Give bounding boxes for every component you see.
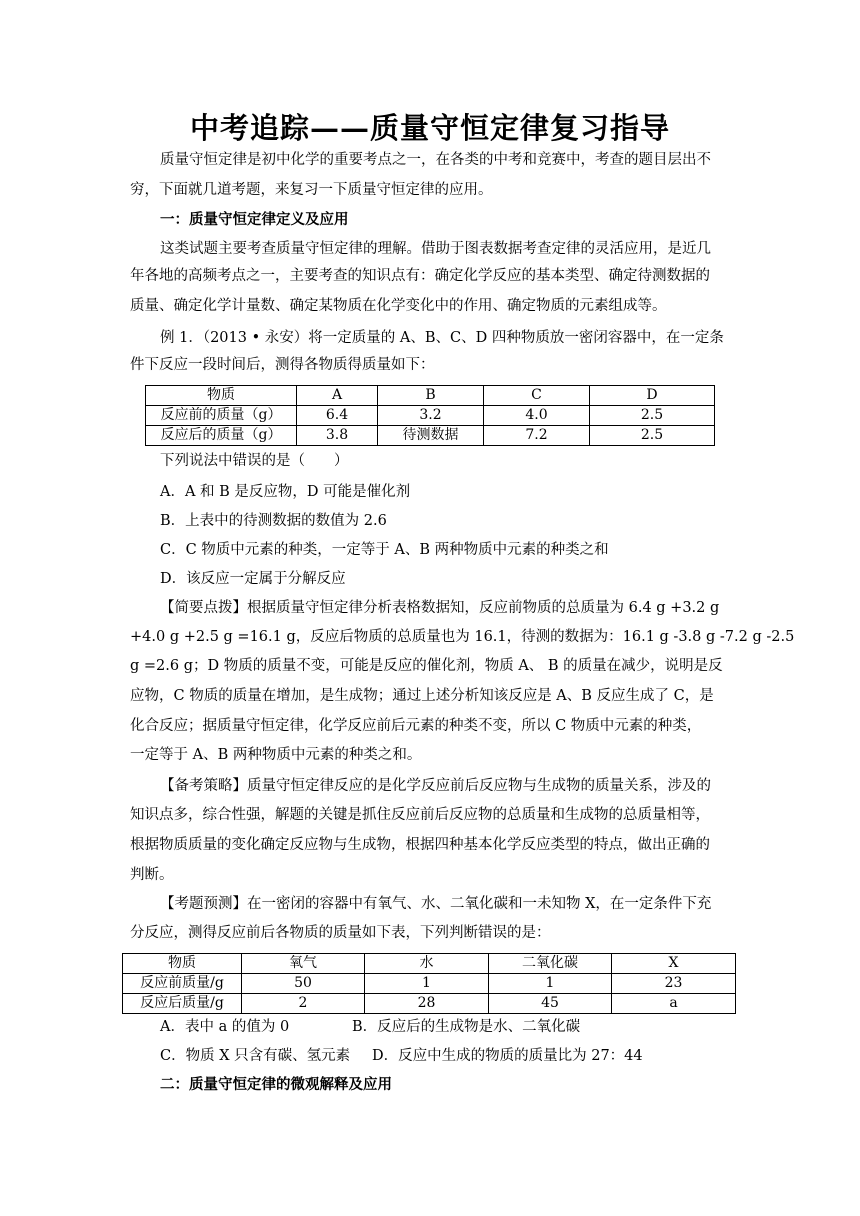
forecast-line: 分反应，测得反应前后各物质的质量如下表，下列判断错误的是： bbox=[130, 925, 551, 941]
table-cell: 二氧化碳 bbox=[489, 954, 612, 974]
table-cell: 23 bbox=[612, 974, 736, 994]
table-cell: 3.8 bbox=[297, 426, 378, 446]
strategy-line: 【备考策略】质量守恒定律反应的是化学反应前后反应物与生成物的质量关系，涉及的 bbox=[160, 778, 711, 794]
table-cell: 物质 bbox=[146, 386, 297, 406]
analysis-line: 【简要点拨】根据质量守恒定律分析表格数据知，反应前物质的总质量为 6.4 g +3.2 g bbox=[160, 600, 720, 616]
table-cell: 待测数据 bbox=[378, 426, 484, 446]
option-line: C．物质 X 只含有碳、氢元素 bbox=[160, 1048, 351, 1064]
option-line: D．该反应一定属于分解反应 bbox=[160, 571, 346, 587]
table-row bbox=[146, 406, 715, 426]
table-cell: B bbox=[378, 386, 484, 406]
analysis-line: 化合反应；据质量守恒定律，化学反应前后元素的种类不变，所以 C 物质中元素的种类， bbox=[130, 718, 702, 734]
example-line: 件下反应一段时间后，测得各物质得质量如下： bbox=[130, 357, 435, 373]
option-line: B．上表中的待测数据的数值为 2.6 bbox=[160, 513, 387, 529]
option-line: C．C 物质中元素的种类，一定等于 A、B 两种物质中元素的种类之和 bbox=[160, 542, 609, 558]
paragraph-line: 这类试题主要考查质量守恒定律的理解。借助于图表数据考查定律的灵活应用，是近几 bbox=[160, 241, 711, 257]
table-cell: D bbox=[590, 386, 715, 406]
strategy-line: 根据物质质量的变化确定反应物与生成物，根据四种基本化学反应类型的特点，做出正确的 bbox=[130, 837, 710, 853]
document-title: 中考追踪——质量守恒定律复习指导 bbox=[189, 111, 670, 145]
table-row bbox=[123, 974, 736, 994]
option-line: A．A 和 B 是反应物，D 可能是催化剂 bbox=[160, 484, 411, 500]
intro-line: 质量守恒定律是初中化学的重要考点之一，在各类的中考和竞赛中，考查的题目层出不 bbox=[160, 152, 711, 168]
strategy-line: 判断。 bbox=[130, 867, 174, 883]
analysis-line: 一定等于 A、B 两种物质中元素的种类之和。 bbox=[130, 747, 422, 763]
table-cell: 2.5 bbox=[590, 406, 715, 426]
forecast-line: 【考题预测】在一密闭的容器中有氧气、水、二氧化碳和一未知物 X，在一定条件下充 bbox=[160, 896, 712, 912]
table-cell: 水 bbox=[365, 954, 489, 974]
mass-table-2 bbox=[122, 953, 736, 1014]
option-line: D．反应中生成的物质的质量比为 27：44 bbox=[372, 1048, 643, 1064]
table-cell: 4.0 bbox=[484, 406, 590, 426]
table-cell: 50 bbox=[242, 974, 365, 994]
table-cell: 反应前质量/g bbox=[123, 974, 242, 994]
table-header-row bbox=[146, 386, 715, 406]
table-cell: 氧气 bbox=[242, 954, 365, 974]
table-cell: 1 bbox=[489, 974, 612, 994]
table-cell: 6.4 bbox=[297, 406, 378, 426]
section-heading: 一：质量守恒定律定义及应用 bbox=[160, 211, 349, 228]
example-line: 例 1．（2013 • 永安）将一定质量的 A、B、C、D 四种物质放一密闭容器中，在一定条 bbox=[160, 330, 724, 346]
mass-table-1 bbox=[145, 385, 715, 446]
table-cell: C bbox=[484, 386, 590, 406]
table-cell: 45 bbox=[489, 994, 612, 1014]
strategy-line: 知识点多，综合性强，解题的关键是抓住反应前后反应物的总质量和生成物的总质量相等， bbox=[130, 807, 710, 823]
table-cell: 3.2 bbox=[378, 406, 484, 426]
table-cell: 2 bbox=[242, 994, 365, 1014]
table-cell: X bbox=[612, 954, 736, 974]
table-cell: 物质 bbox=[123, 954, 242, 974]
paragraph-line: 年各地的高频考点之一，主要考查的知识点有：确定化学反应的基本类型、确定待测数据的 bbox=[130, 268, 710, 284]
table-cell: 反应后的质量（g） bbox=[146, 426, 297, 446]
table-cell: 2.5 bbox=[590, 426, 715, 446]
table-cell: 反应前的质量（g） bbox=[146, 406, 297, 426]
analysis-line: +4.0 g +2.5 g =16.1 g，反应后物质的总质量也为 16.1，待测的数据为：16.1 g -3.8 g -7.2 g -2.5 bbox=[130, 629, 795, 645]
table-cell: 28 bbox=[365, 994, 489, 1014]
option-line: B．反应后的生成物是水、二氧化碳 bbox=[352, 1019, 581, 1035]
table-header-row bbox=[123, 954, 736, 974]
analysis-line: 应物，C 物质的质量在增加，是生成物；通过上述分析知该反应是 A、B 反应生成了 C，是 bbox=[130, 688, 714, 704]
question-line: 下列说法中错误的是（ ） bbox=[160, 453, 349, 469]
table-cell: A bbox=[297, 386, 378, 406]
table-cell: a bbox=[612, 994, 736, 1014]
table-cell: 1 bbox=[365, 974, 489, 994]
table-cell: 7.2 bbox=[484, 426, 590, 446]
intro-line: 穷，下面就几道考题，来复习一下质量守恒定律的应用。 bbox=[130, 182, 493, 198]
paragraph-line: 质量、确定化学计量数、确定某物质在化学变化中的作用、确定物质的元素组成等。 bbox=[130, 298, 667, 314]
analysis-line: g =2.6 g；D 物质的质量不变，可能是反应的催化剂，物质 A、 B 的质量在减少，说明是反 bbox=[130, 658, 723, 674]
table-row bbox=[146, 426, 715, 446]
option-line: A．表中 a 的值为 0 bbox=[160, 1019, 290, 1035]
table-cell: 反应后质量/g bbox=[123, 994, 242, 1014]
section-heading: 二：质量守恒定律的微观解释及应用 bbox=[160, 1076, 392, 1093]
table-row bbox=[123, 994, 736, 1014]
